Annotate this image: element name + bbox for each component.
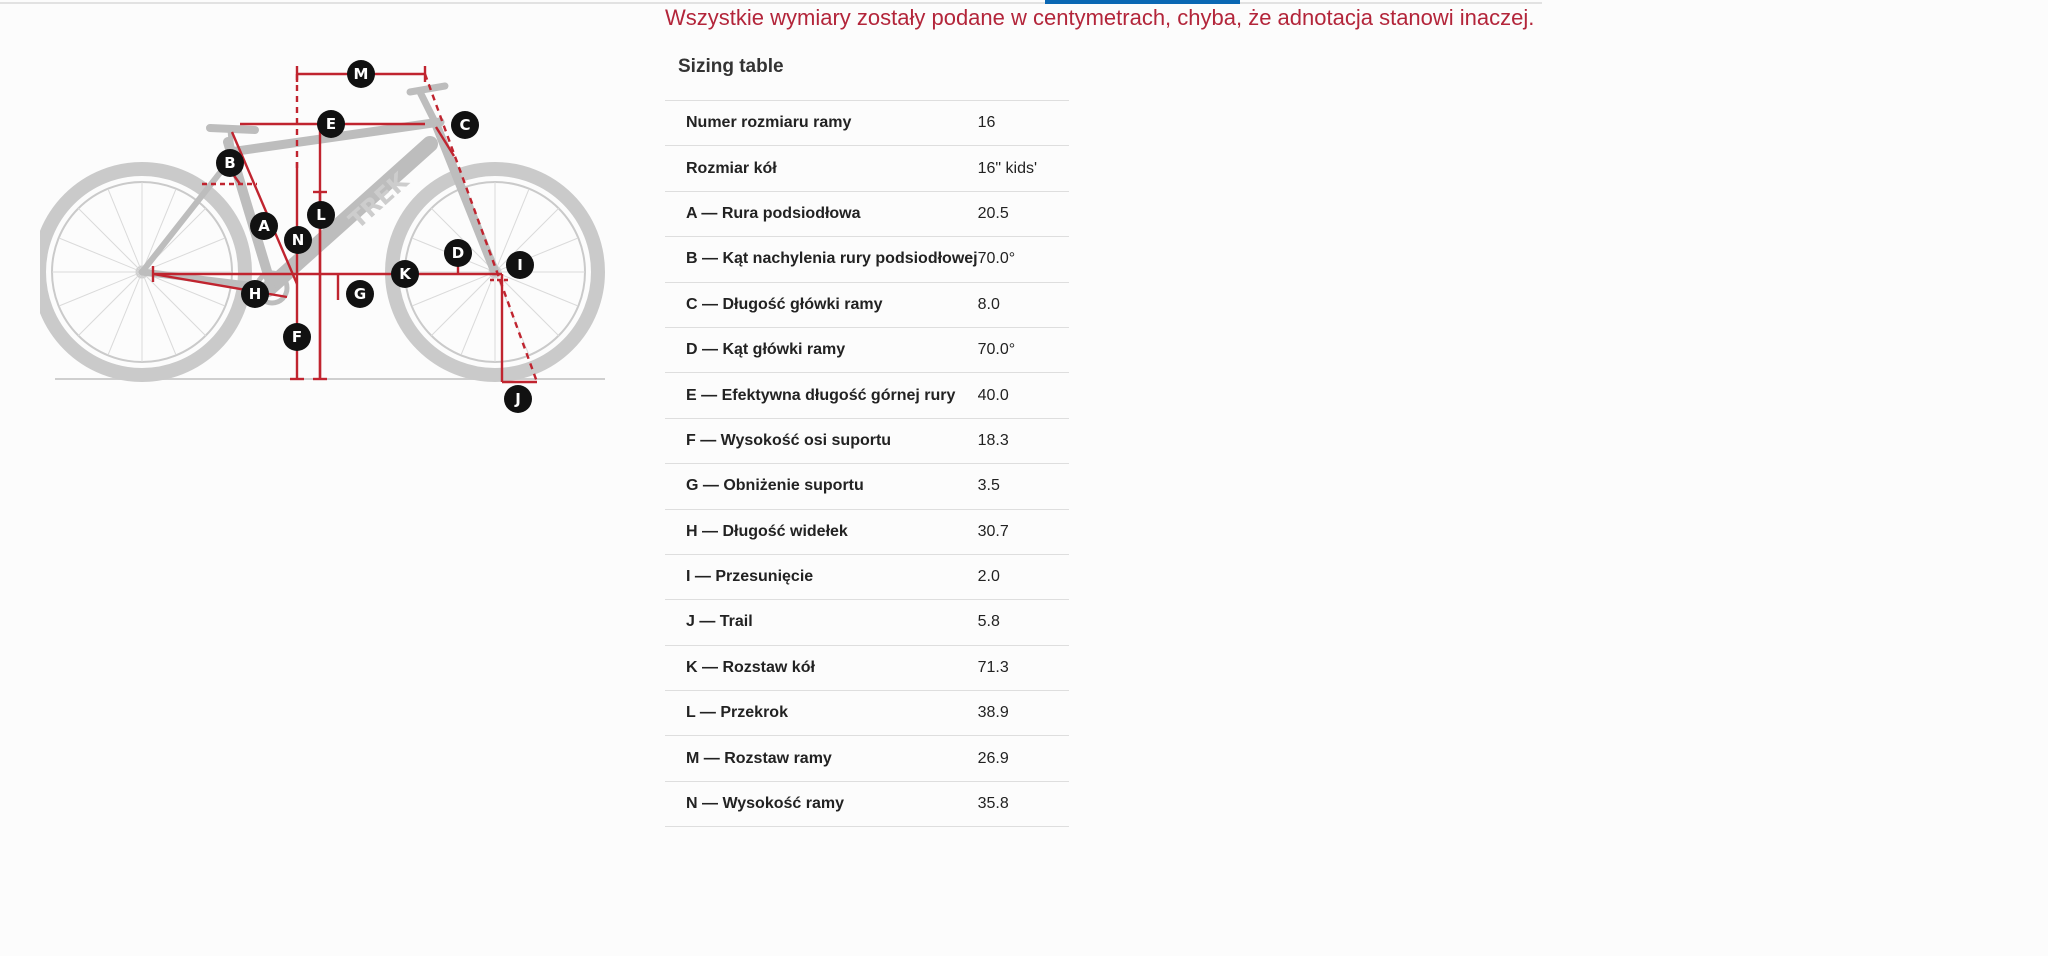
sizing-table bbox=[665, 100, 1069, 827]
svg-text:F: F bbox=[291, 328, 303, 346]
brand-logo: TREK bbox=[343, 166, 414, 235]
row-value: 70.0° bbox=[977, 250, 1016, 268]
table-row bbox=[665, 327, 1069, 372]
row-value: 5.8 bbox=[977, 613, 1000, 631]
row-value: 3.5 bbox=[977, 477, 1000, 495]
row-value: 20.5 bbox=[977, 204, 1009, 222]
row-value: 30.7 bbox=[977, 522, 1009, 540]
row-value: 71.3 bbox=[977, 658, 1009, 676]
badge-l-icon bbox=[307, 201, 335, 229]
table-row bbox=[665, 146, 1069, 191]
row-label: J — Trail bbox=[686, 613, 753, 631]
badge-i-icon bbox=[506, 251, 534, 279]
row-label: C — Długość główki ramy bbox=[686, 295, 883, 313]
svg-text:D: D bbox=[451, 244, 465, 262]
svg-text:C: C bbox=[459, 116, 471, 134]
row-value: 26.9 bbox=[977, 749, 1009, 767]
badge-b-icon bbox=[216, 149, 244, 177]
badge-a-icon bbox=[250, 212, 278, 240]
table-row bbox=[665, 736, 1069, 781]
badge-k-icon bbox=[391, 260, 419, 288]
table-row bbox=[665, 554, 1069, 599]
row-value: 16" kids' bbox=[977, 159, 1038, 177]
table-row bbox=[665, 237, 1069, 282]
table-row bbox=[665, 282, 1069, 327]
svg-text:B: B bbox=[224, 154, 236, 172]
badge-j-icon bbox=[504, 385, 532, 413]
table-row bbox=[665, 781, 1069, 826]
row-value: 2.0 bbox=[977, 568, 1000, 586]
badge-d-icon bbox=[444, 239, 472, 267]
row-label: H — Długość widełek bbox=[686, 522, 848, 540]
badge-h-icon bbox=[241, 280, 269, 308]
table-row bbox=[665, 600, 1069, 645]
row-label: N — Wysokość ramy bbox=[686, 795, 844, 813]
badge-n-icon bbox=[284, 226, 312, 254]
table-row bbox=[665, 464, 1069, 509]
row-value: 35.8 bbox=[977, 795, 1009, 813]
row-label: Rozmiar kół bbox=[686, 159, 777, 177]
row-label: G — Obniżenie suportu bbox=[686, 477, 864, 495]
svg-text:E: E bbox=[325, 115, 337, 133]
row-value: 8.0 bbox=[977, 295, 1000, 313]
table-row bbox=[665, 691, 1069, 736]
units-notice: Wszystkie wymiary zostały podane w centymetrach, chyba, że adnotacja stanowi inaczej. bbox=[665, 5, 1535, 30]
row-label: E — Efektywna długość górnej rury bbox=[686, 386, 956, 404]
svg-text:A: A bbox=[258, 217, 270, 235]
svg-text:I: I bbox=[517, 256, 523, 274]
table-row bbox=[665, 509, 1069, 554]
row-label: Numer rozmiaru ramy bbox=[686, 114, 852, 132]
svg-text:G: G bbox=[353, 285, 367, 303]
table-row bbox=[665, 191, 1069, 236]
row-label: M — Rozstaw ramy bbox=[686, 749, 832, 767]
svg-text:J: J bbox=[515, 390, 521, 408]
svg-text:H: H bbox=[248, 285, 262, 303]
badge-e-icon bbox=[317, 110, 345, 138]
table-row bbox=[665, 373, 1069, 418]
svg-text:M: M bbox=[353, 65, 369, 83]
badge-c-icon bbox=[451, 111, 479, 139]
row-value: 40.0 bbox=[977, 386, 1009, 404]
svg-text:K: K bbox=[399, 265, 411, 283]
sizing-table-title: Sizing table bbox=[678, 56, 784, 77]
row-label: A — Rura podsiodłowa bbox=[686, 204, 861, 222]
row-value: 18.3 bbox=[977, 431, 1009, 449]
badge-f-icon bbox=[283, 323, 311, 351]
bike-geometry-diagram bbox=[40, 52, 620, 422]
row-value: 16 bbox=[977, 114, 996, 132]
row-value: 70.0° bbox=[977, 341, 1016, 359]
row-label: B — Kąt nachylenia rury podsiodłowej bbox=[686, 250, 978, 268]
table-row bbox=[665, 418, 1069, 463]
row-label: K — Rozstaw kół bbox=[686, 658, 815, 676]
badge-m-icon bbox=[347, 60, 375, 88]
row-label: D — Kąt główki ramy bbox=[686, 341, 846, 359]
row-value: 38.9 bbox=[977, 704, 1009, 722]
row-label: F — Wysokość osi suportu bbox=[686, 431, 892, 449]
row-label: I — Przesunięcie bbox=[686, 568, 814, 586]
row-label: L — Przekrok bbox=[686, 704, 788, 722]
svg-text:L: L bbox=[316, 206, 326, 224]
badge-g-icon bbox=[346, 280, 374, 308]
svg-text:N: N bbox=[291, 231, 305, 249]
table-row bbox=[665, 645, 1069, 690]
table-row bbox=[665, 101, 1069, 146]
